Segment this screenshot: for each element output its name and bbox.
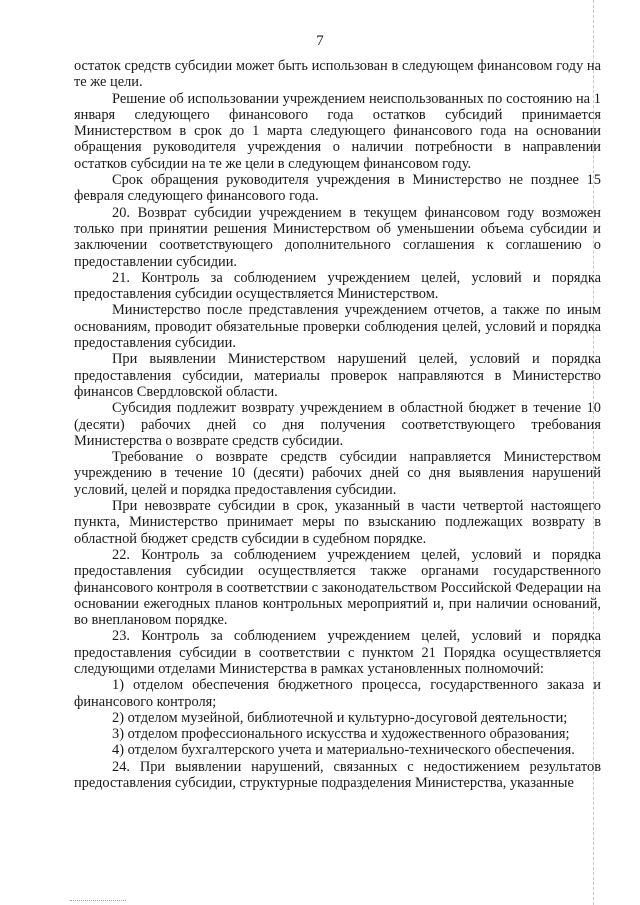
list-item: 4) отделом бухгалтерского учета и материально-технического обеспечения. — [112, 742, 575, 759]
paragraph: 22. Контроль за соблюдением учреждением целей, условий и порядка предоставления субсидии осуществляется также органами государственного финансового контроля в соответствии с законодательством Российской Федерации на основании ежегодных планов контрольных мероприятий и, при наличии оснований, во внеплановом порядке. — [74, 546, 601, 629]
paragraph: Срок обращения руководителя учреждения в Министерство не позднее 15 февраля следующего финансового года. — [74, 172, 601, 205]
document-body — [74, 58, 601, 791]
list-item: 2) отделом музейной, библиотечной и культурно-досуговой деятельности; — [112, 709, 568, 726]
paragraph: Решение об использовании учреждением неиспользованных по состоянию на 1 января следующего финансового года остатков субсидий принимается Министерством в срок до 1 марта следующего финансового года на основании обращения руководителя учреждения о наличии потребности в направлении остатков субсидии на те же цели в следующем финансовом году. — [74, 90, 601, 172]
list-item: 1) отделом обеспечения бюджетного процесса, государственного заказа и финансового контроля; — [74, 677, 601, 710]
paragraph: Субсидия подлежит возврату учреждением в областной бюджет в течение 10 (десяти) рабочих дней со дня получения соответствующего требования Министерства о возврате средств субсидии. — [74, 400, 601, 449]
list-item: 3) отделом профессионального искусства и художественного образования; — [112, 726, 570, 743]
paragraph: При выявлении Министерством нарушений целей, условий и порядка предоставления субсидии, материалы проверок направляются в Министерство финансов Свердловской области. — [74, 351, 601, 400]
paragraph: Требование о возврате средств субсидии направляется Министерством учреждению в течение 10 (десяти) рабочих дней со дня выявления нарушений условий, целей и порядка предоставления субсидии. — [74, 449, 601, 498]
paragraph: При невозврате субсидии в срок, указанный в части четвертой настоящего пункта, Министерство принимает меры по взысканию подлежащих возврату в областной бюджет средств субсидии в судебном порядке. — [74, 498, 601, 547]
paragraph: 23. Контроль за соблюдением учреждением целей, условий и порядка предоставления субсидии в соответствии с пунктом 21 Порядка осуществляется следующими отделами Министерства в рамках установленных полномочий: — [74, 628, 601, 677]
page-number: 7 — [316, 33, 324, 49]
scan-artifact — [70, 900, 126, 901]
paragraph: остаток средств субсидии может быть использован в следующем финансовом году на те же цели. — [74, 58, 601, 91]
paragraph: Министерство после представления учреждением отчетов, а также по иным основаниям, проводит обязательные проверки соблюдения целей, условий и порядка предоставления субсидии. — [74, 302, 601, 352]
paragraph: 20. Возврат субсидии учреждением в текущем финансовом году возможен только при принятии решения Министерством об уменьшении объема субсидии и заключении соответствующего дополнительного соглашения к соглашению о предоставлении субсидии. — [74, 204, 601, 270]
paragraph: 24. При выявлении нарушений, связанных с недостижением результатов предоставления субсидии, структурные подразделения Министерства, указанные — [74, 758, 601, 792]
paragraph: 21. Контроль за соблюдением учреждением целей, условий и порядка предоставления субсидии осуществляется Министерством. — [74, 269, 601, 303]
